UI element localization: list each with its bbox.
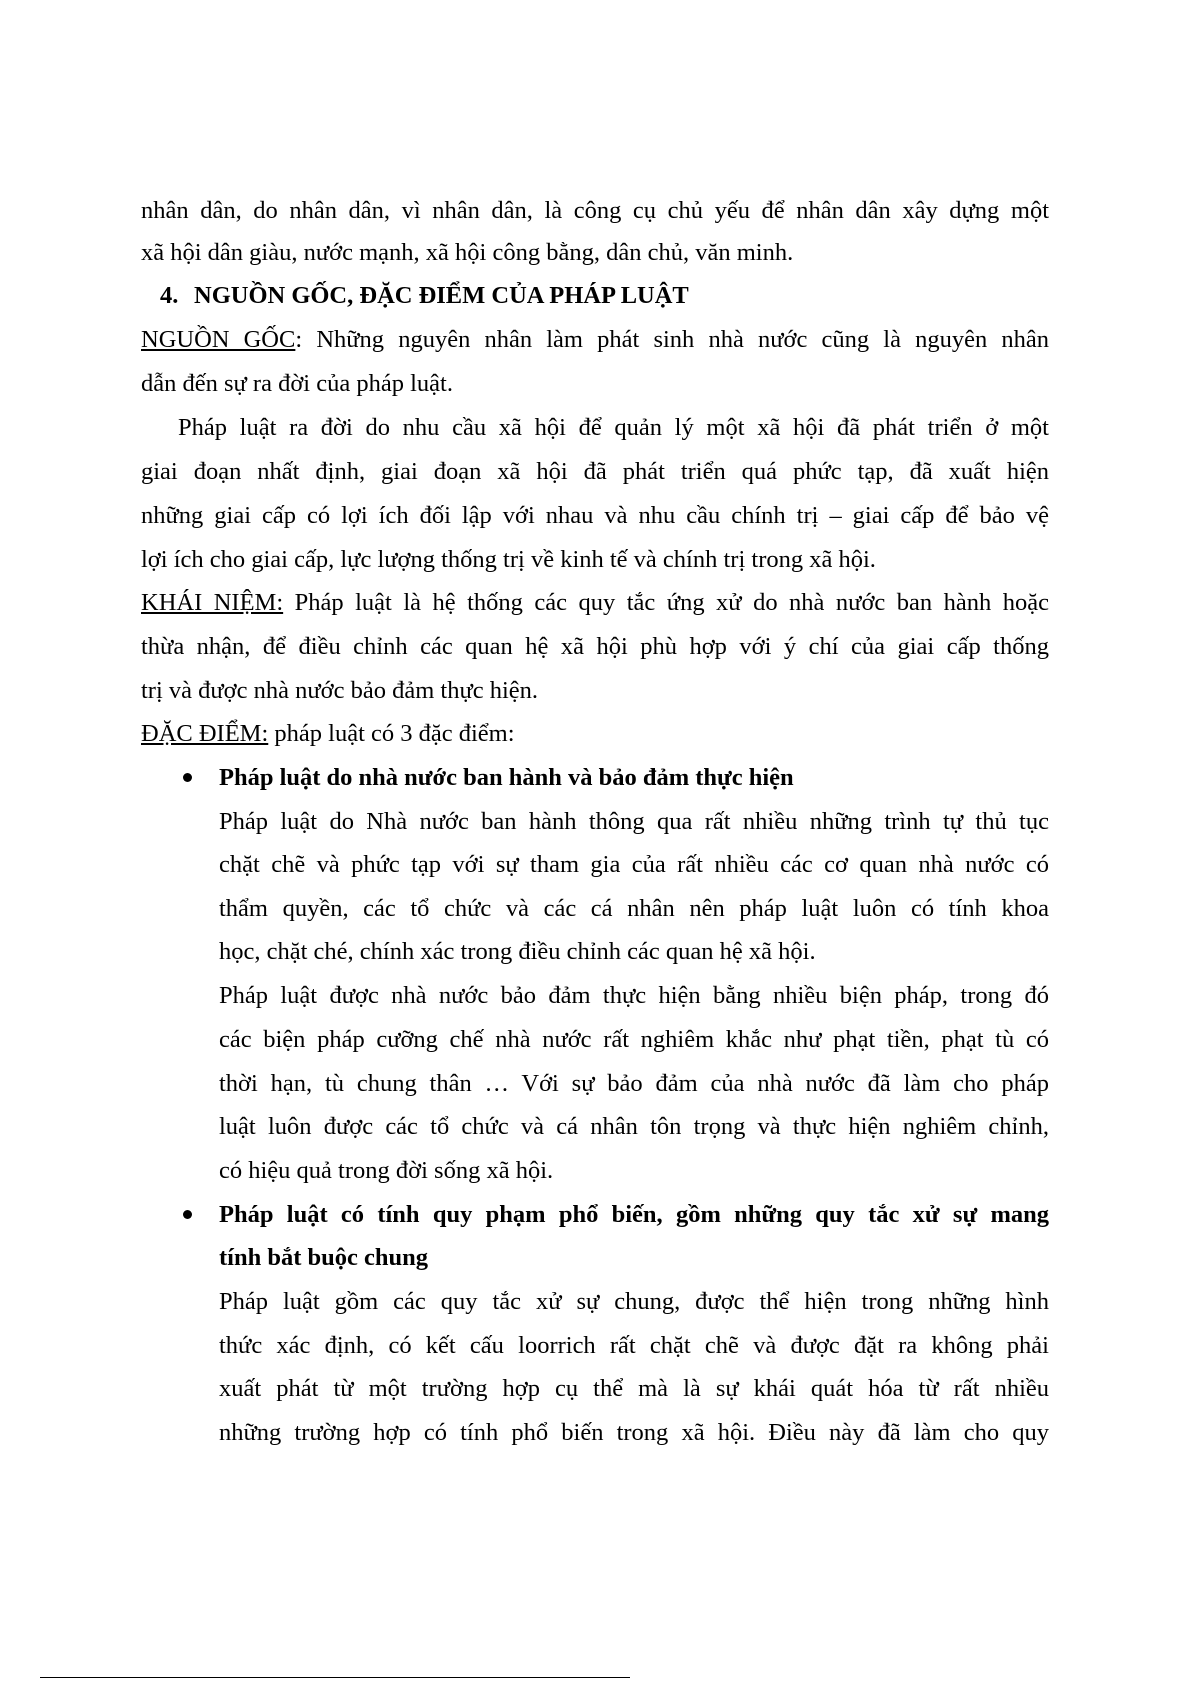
section-title: NGUỒN GỐC, ĐẶC ĐIỂM CỦA PHÁP LUẬT: [194, 282, 689, 309]
concept-line-1: [141, 591, 1049, 616]
feature-2-p1-line-2: thức xác định, có kết cấu loorrich rất chặt chẽ và được đặt ra không phải: [219, 1332, 1049, 1359]
feature-1-title: Pháp luật do nhà nước ban hành và bảo đảm thực hiện: [219, 764, 794, 791]
bullet-icon: [183, 1210, 192, 1219]
feature-1-p2-line-4: luật luôn được các tổ chức và cá nhân tôn trọng và thực hiện nghiêm chỉnh,: [219, 1113, 1049, 1140]
feature-2-p1-line-3: xuất phát từ một trường hợp cụ thể mà là sự khái quát hóa từ rất nhiều: [219, 1375, 1049, 1402]
origin-paragraph-line-1: Pháp luật ra đời do nhu cầu xã hội để quản lý một xã hội đã phát triển ở một: [178, 414, 1049, 441]
origin-line-1: [141, 328, 1049, 353]
feature-1-p1-line-1: Pháp luật do Nhà nước ban hành thông qua rất nhiều những trình tự thủ tục: [219, 808, 1049, 835]
concept-line-2: thừa nhận, để điều chỉnh các quan hệ xã hội phù hợp với ý chí của giai cấp thống: [141, 633, 1049, 660]
origin-paragraph-line-2: giai đoạn nhất định, giai đoạn xã hội đã phát triển quá phức tạp, đã xuất hiện: [141, 458, 1049, 485]
concept-line-1-text: Pháp luật là hệ thống các quy tắc ứng xử do nhà nước ban hành hoặc: [283, 589, 1049, 616]
section-heading: [160, 284, 689, 309]
origin-label: NGUỒN GỐC: [141, 326, 296, 353]
section-number: 4.: [160, 282, 179, 309]
concept-label: KHÁI NIỆM:: [141, 589, 284, 616]
features-intro-text: pháp luật có 3 đặc điểm:: [268, 720, 515, 747]
continuation-line-1: nhân dân, do nhân dân, vì nhân dân, là công cụ chủ yếu để nhân dân xây dựng một: [141, 197, 1049, 224]
feature-1-p2-line-2: các biện pháp cưỡng chế nhà nước rất nghiêm khắc như phạt tiền, phạt tù có: [219, 1026, 1049, 1053]
feature-1-p2-line-5: có hiệu quả trong đời sống xã hội.: [219, 1157, 554, 1184]
feature-1-p1-line-4: học, chặt ché, chính xác trong điều chỉnh các quan hệ xã hội.: [219, 938, 816, 965]
feature-2-p1-line-1: Pháp luật gồm các quy tắc xử sự chung, được thể hiện trong những hình: [219, 1288, 1049, 1315]
features-intro: [141, 722, 515, 747]
footer-rule-short: [596, 1677, 630, 1678]
feature-1-p1-line-2: chặt chẽ và phức tạp với sự tham gia của rất nhiều các cơ quan nhà nước có: [219, 851, 1049, 878]
feature-1-p2-line-1: Pháp luật được nhà nước bảo đảm thực hiện bằng nhiều biện pháp, trong đó: [219, 982, 1049, 1009]
origin-paragraph-line-3: những giai cấp có lợi ích đối lập với nhau và nhu cầu chính trị – giai cấp để bảo vệ: [141, 502, 1049, 529]
feature-2-title-line-1: Pháp luật có tính quy phạm phổ biến, gồm những quy tắc xử sự mang: [219, 1201, 1049, 1228]
bullet-icon: [183, 773, 192, 782]
origin-line-1-text: : Những nguyên nhân làm phát sinh nhà nước cũng là nguyên nhân: [295, 326, 1050, 353]
continuation-line-2: xã hội dân giàu, nước mạnh, xã hội công bằng, dân chủ, văn minh.: [141, 239, 794, 266]
feature-2-title-line-2: tính bắt buộc chung: [219, 1244, 429, 1271]
footer-rule: [40, 1677, 600, 1678]
origin-paragraph-line-4: lợi ích cho giai cấp, lực lượng thống trị về kinh tế và chính trị trong xã hội.: [141, 546, 876, 573]
origin-line-2: dẫn đến sự ra đời của pháp luật.: [141, 370, 453, 397]
features-label: ĐẶC ĐIỂM:: [141, 720, 269, 747]
concept-line-3: trị và được nhà nước bảo đảm thực hiện.: [141, 677, 539, 704]
feature-2-p1-line-4: những trường hợp có tính phổ biến trong xã hội. Điều này đã làm cho quy: [219, 1419, 1049, 1446]
feature-1-p2-line-3: thời hạn, tù chung thân … Với sự bảo đảm của nhà nước đã làm cho pháp: [219, 1070, 1049, 1097]
feature-1-p1-line-3: thẩm quyền, các tổ chức và các cá nhân nên pháp luật luôn có tính khoa: [219, 895, 1049, 922]
